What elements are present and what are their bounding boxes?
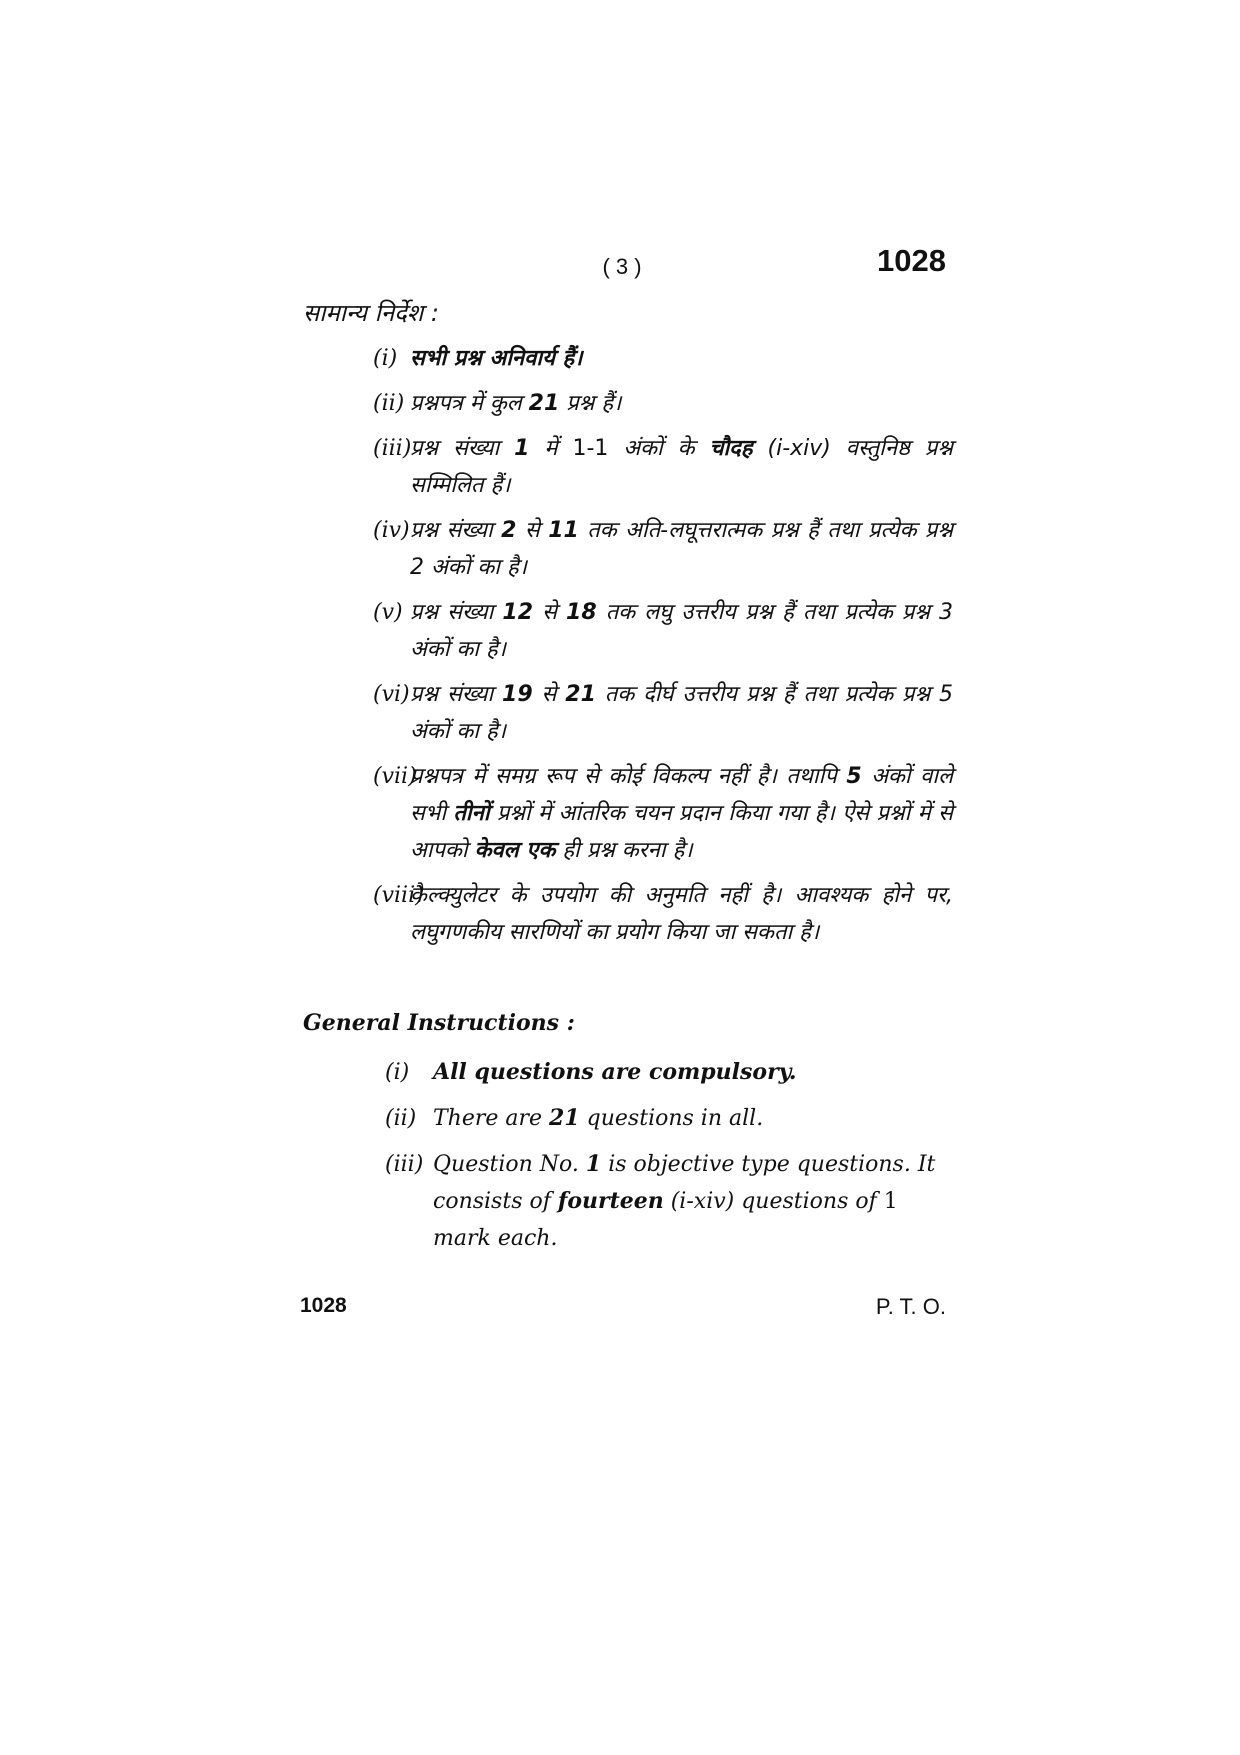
item-number: (ii)	[373, 391, 405, 416]
item-number: (v)	[373, 600, 403, 625]
text-segment: 1	[883, 1189, 898, 1214]
item-text	[410, 676, 953, 750]
emphasis-text: 1	[514, 436, 530, 461]
item-text	[410, 594, 953, 668]
item-number: (vii)	[373, 764, 417, 789]
text-segment: से	[533, 600, 567, 625]
text-segment: There are	[433, 1106, 550, 1131]
text-segment: प्रश्नों में आंतरिक चयन प्रदान किया गया है। ऐसे प्रश्नों में से आपको	[410, 801, 954, 863]
english-instruction-item	[385, 1146, 945, 1257]
emphasis-text: 21	[528, 391, 560, 416]
emphasis-text: 11	[548, 518, 579, 543]
item-text	[410, 877, 953, 951]
item-number: (iv)	[373, 518, 410, 543]
text-segment: प्रश्नपत्र में कुल	[410, 391, 529, 416]
please-turn-over: P. T. O.	[875, 1294, 946, 1319]
english-instructions-heading: General Instructions :	[303, 1010, 575, 1036]
emphasis-text: 19	[502, 682, 533, 707]
emphasis-text: All questions are compulsory.	[433, 1059, 797, 1085]
emphasis-text: 18	[566, 600, 597, 625]
item-text	[410, 758, 953, 869]
item-number: (vi)	[373, 682, 410, 707]
hindi-instruction-item	[373, 758, 953, 869]
text-segment: में	[529, 436, 573, 461]
emphasis-text: fourteen	[557, 1188, 664, 1214]
text-segment: प्रश्नपत्र में समग्र रूप से कोई विकल्प नहीं है। तथापि	[410, 764, 847, 789]
text-segment: से	[532, 682, 566, 707]
text-segment: 1-1	[572, 436, 609, 461]
text-segment: अंकों वाले सभी	[410, 764, 953, 826]
hindi-instructions-list	[373, 340, 953, 959]
text-segment: तक दीर्घ उत्तरीय प्रश्न हैं तथा प्रत्येक प्रश्न 5 अंकों का है।	[410, 682, 953, 744]
emphasis-text: चौदह	[709, 436, 753, 461]
hindi-instruction-item	[373, 430, 953, 504]
emphasis-text: 21	[565, 682, 596, 707]
english-instruction-item	[385, 1100, 945, 1137]
item-text	[410, 385, 953, 422]
text-segment: ही प्रश्न करना है।	[555, 838, 693, 863]
item-text	[410, 340, 953, 377]
paper-code-top: 1028	[877, 243, 946, 278]
hindi-instruction-item	[373, 594, 953, 668]
text-segment: Question No.	[433, 1152, 586, 1177]
text-segment: questions in all.	[579, 1106, 764, 1131]
item-text	[433, 1054, 945, 1091]
text-segment: (i-xiv) questions of	[663, 1189, 884, 1214]
text-segment: तक लघु उत्तरीय प्रश्न हैं तथा प्रत्येक प्रश्न 3 अंकों का है।	[410, 600, 954, 662]
english-instructions-list	[385, 1054, 945, 1266]
item-text	[433, 1100, 945, 1137]
item-number: (viii)	[373, 883, 424, 908]
item-text	[410, 430, 953, 504]
emphasis-text: सभी प्रश्न अनिवार्य हैं।	[410, 346, 583, 371]
emphasis-text: 1	[585, 1151, 602, 1177]
hindi-instruction-item	[373, 877, 953, 951]
item-number: (iii)	[385, 1152, 424, 1177]
text-segment: प्रश्न संख्या	[410, 600, 503, 625]
english-instruction-item	[385, 1054, 945, 1091]
item-number: (i)	[373, 346, 398, 371]
text-segment: is objective type questions. It consists of	[433, 1152, 936, 1214]
emphasis-text: 21	[549, 1105, 580, 1131]
text-segment: तक अति-लघूत्तरात्मक प्रश्न हैं तथा प्रत्येक प्रश्न 2 अंकों का है।	[410, 518, 954, 580]
hindi-instructions-heading: सामान्य निर्देश :	[303, 299, 439, 327]
text-segment: प्रश्न संख्या	[410, 436, 515, 461]
text-segment: प्रश्न संख्या	[410, 682, 503, 707]
text-segment: (i-xiv) वस्तुनिष्ठ प्रश्न सम्मिलित हैं।	[410, 436, 953, 498]
hindi-instruction-item	[373, 385, 953, 422]
paper-code-bottom: 1028	[300, 1294, 347, 1317]
hindi-instruction-item	[373, 340, 953, 377]
hindi-instruction-item	[373, 676, 953, 750]
item-number: (iii)	[373, 436, 412, 461]
item-number: (i)	[385, 1060, 410, 1085]
item-text	[433, 1146, 945, 1257]
emphasis-text: 2	[501, 518, 517, 543]
emphasis-text: 12	[502, 600, 534, 625]
item-number: (ii)	[385, 1106, 417, 1131]
text-segment: mark each.	[433, 1226, 558, 1251]
page-number: ( 3 )	[602, 254, 642, 279]
text-segment: से	[516, 518, 549, 543]
text-segment: कैल्क्युलेटर के उपयोग की अनुमति नहीं है। आवश्यक होने पर, लघुगणकीय सारणियों का प्रयोग किया जा सकता है।	[410, 883, 953, 945]
text-segment: प्रश्न संख्या	[410, 518, 502, 543]
hindi-instruction-item	[373, 512, 953, 586]
item-text	[410, 512, 953, 586]
text-segment: प्रश्न हैं।	[559, 391, 622, 416]
text-segment: अंकों के	[608, 436, 710, 461]
emphasis-text: तीनों	[453, 801, 490, 826]
emphasis-text: 5	[846, 764, 862, 789]
emphasis-text: केवल एक	[474, 838, 556, 863]
